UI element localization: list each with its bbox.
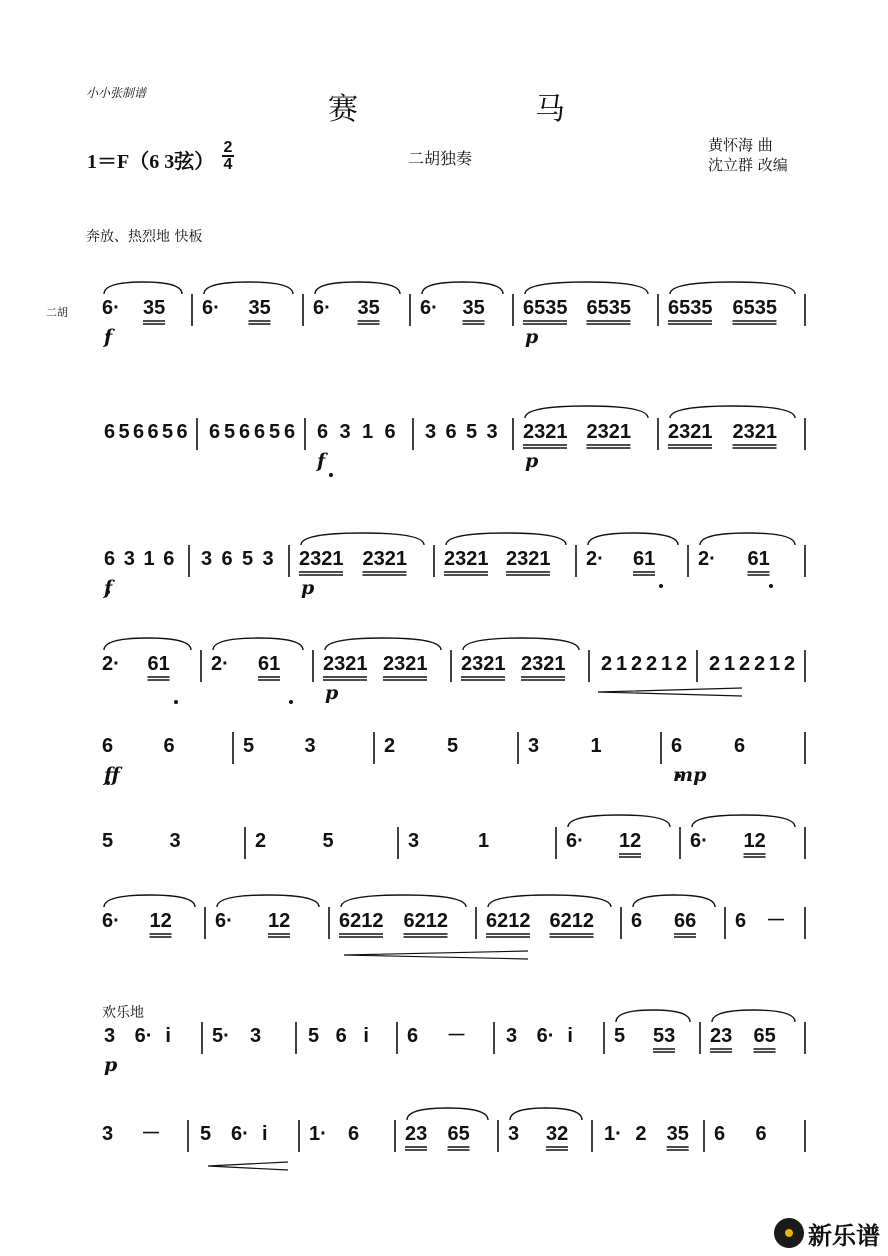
jianpu-note: 3 [102,1123,114,1145]
jianpu-note: 5 [447,735,459,757]
jianpu-note: 6 [163,548,175,570]
jianpu-note: 6 [384,421,396,443]
jianpu-note: 2321 [521,653,566,675]
jianpu-note: 6 [735,910,747,932]
jianpu-note: 6212 [339,910,384,932]
jianpu-note: 2321 [586,421,631,443]
record-disc-icon [774,1218,804,1248]
dynamic-marking: f [104,326,113,348]
slur-mark [700,533,795,545]
time-signature-lower: 4 [223,156,233,173]
jianpu-note: i [567,1025,573,1047]
jianpu-note: 6· [566,830,584,852]
dynamic-marking: f [317,450,326,472]
jianpu-note: 6535 [668,297,713,319]
jianpu-note: 5 [200,1123,212,1145]
credit-text: 小小张制谱 [86,86,147,100]
slur-mark [104,282,182,294]
octave-dot [289,700,293,704]
jianpu-note: 5 [118,421,130,443]
slur-mark [217,895,319,907]
slur-mark [213,638,303,650]
jianpu-note: 5 [269,421,281,443]
dynamic-marking: p [325,682,339,704]
jianpu-note: 6 [147,421,159,443]
jianpu-note: 2· [102,653,120,675]
jianpu-note: 6 [104,421,116,443]
jianpu-note: 2321 [383,653,428,675]
jianpu-note: 2· [698,548,716,570]
jianpu-note: 2 [784,653,796,675]
jianpu-note: 6 [239,421,251,443]
octave-dot [174,700,178,704]
jianpu-note: 23 [710,1025,733,1047]
jianpu-note: 3 [486,421,498,443]
jianpu-note: 3 [201,548,213,570]
jianpu-note: 2 [631,653,643,675]
jianpu-note: － [766,910,786,932]
composer: 黄怀海 曲 [708,136,773,154]
jianpu-note: 2 [384,735,396,757]
dynamic-marking: f [104,577,113,599]
jianpu-note: 6 [104,548,116,570]
jianpu-note: 5 [243,735,255,757]
jianpu-note: 6 [335,1025,347,1047]
slur-mark [670,406,795,418]
jianpu-note: 6· [102,910,120,932]
slur-mark [315,282,400,294]
jianpu-note: 6 [734,735,746,757]
octave-dot [659,584,663,588]
jianpu-note: 6· [420,297,438,319]
jianpu-note: 2 [739,653,751,675]
jianpu-note: 6 [445,421,457,443]
jianpu-note: 6· [690,830,708,852]
jianpu-note: 6 [348,1123,360,1145]
jianpu-note: 1 [590,735,602,757]
slur-mark [204,282,293,294]
jianpu-note: 2321 [444,548,489,570]
jianpu-note: 5 [162,421,174,443]
jianpu-note: 5 [242,548,254,570]
slur-mark [525,406,648,418]
slur-mark [692,815,795,827]
jianpu-note: 6535 [586,297,631,319]
jianpu-note: 61 [258,653,281,675]
jianpu-note: 3 [304,735,316,757]
jianpu-note: 6 [133,421,145,443]
arranger: 沈立群 改编 [708,156,788,174]
jianpu-note: 61 [747,548,770,570]
jianpu-note: 6 [755,1123,767,1145]
section-label: 欢乐地 [102,1005,144,1021]
jianpu-note: 3 [169,830,181,852]
jianpu-note: 35 [248,297,271,319]
jianpu-note: 3 [104,1025,116,1047]
jianpu-note: 6535 [523,297,568,319]
jianpu-note: 2 [676,653,688,675]
jianpu-note: 6· [102,297,120,319]
jianpu-note: 61 [147,653,170,675]
jianpu-note: 6212 [549,910,594,932]
slur-mark [670,282,795,294]
dynamic-marking: p [301,577,315,599]
jianpu-note: 3 [425,421,437,443]
jianpu-note: 12 [619,830,642,852]
jianpu-note: 6· [134,1025,153,1047]
jianpu-note: 2 [601,653,613,675]
jianpu-note: 6 [671,735,683,757]
jianpu-note: 3 [508,1123,520,1145]
jianpu-note: 2321 [506,548,551,570]
crescendo-hairpin [208,1162,288,1170]
jianpu-note: 1 [724,653,736,675]
jianpu-note: 5 [102,830,114,852]
title-char-1: 赛 [328,92,358,127]
slur-mark [588,533,678,545]
jianpu-note: 61 [633,548,656,570]
slur-mark [104,895,195,907]
jianpu-note: 65 [447,1123,470,1145]
jianpu-note: 53 [653,1025,676,1047]
jianpu-note: 2321 [323,653,368,675]
jianpu-note: 1 [362,421,374,443]
slur-mark [446,533,566,545]
jianpu-note: 3 [262,548,274,570]
jianpu-note: 6 [317,421,329,443]
dynamic-marking: mp [673,764,707,786]
jianpu-note: 1 [769,653,781,675]
jianpu-note: － [141,1123,161,1145]
jianpu-note: 5 [224,421,236,443]
tempo-marking: 奔放、热烈地 快板 [86,229,203,245]
slur-mark [568,815,670,827]
jianpu-note: 6 [176,421,188,443]
subtitle: 二胡独奏 [408,149,473,168]
logo-text: 新乐谱 [808,1221,880,1250]
jianpu-note: 6 [631,910,643,932]
jianpu-note: 3 [250,1025,262,1047]
jianpu-note: 6 [209,421,221,443]
jianpu-note: 35 [666,1123,689,1145]
key-signature: 1＝F（6 3弦） [87,151,215,173]
jianpu-note: 6 [102,735,114,757]
slur-mark [104,638,191,650]
dynamic-marking: ff [104,764,120,786]
jianpu-note: 2 [709,653,721,675]
jianpu-note: － [446,1025,467,1047]
jianpu-note: 66 [674,910,697,932]
jianpu-note: 6 [714,1123,726,1145]
jianpu-note: 35 [143,297,166,319]
jianpu-note: 32 [546,1123,569,1145]
octave-dot [769,584,773,588]
jianpu-note: 5 [614,1025,626,1047]
dynamic-marking: p [525,326,539,348]
jianpu-note: 3 [408,830,420,852]
jianpu-note: 1 [478,830,490,852]
jianpu-note: 2· [211,653,229,675]
slur-mark [407,1108,488,1120]
instrument-label: 二胡 [46,306,68,319]
crescendo-hairpin [598,688,742,696]
jianpu-note: 3 [528,735,540,757]
jianpu-note: 6· [536,1025,555,1047]
jianpu-note: 1· [309,1123,327,1145]
jianpu-note: 6535 [732,297,777,319]
dynamic-marking: p [525,450,539,472]
jianpu-note: 2321 [461,653,506,675]
jianpu-note: 3 [123,548,135,570]
jianpu-note: 2 [754,653,766,675]
jianpu-note: 6· [313,297,331,319]
jianpu-note: 5 [466,421,478,443]
jianpu-note: 6· [215,910,233,932]
slur-mark [633,895,715,907]
slur-mark [325,638,441,650]
jianpu-note: 2321 [668,421,713,443]
slur-mark [422,282,503,294]
slur-mark [616,1010,690,1022]
jianpu-note: 5· [212,1025,230,1047]
jianpu-note: 2321 [362,548,407,570]
jianpu-note: 6· [231,1123,249,1145]
jianpu-note: 5 [308,1025,320,1047]
slur-mark [510,1108,582,1120]
jianpu-note: 3 [339,421,351,443]
title-char-2: 马 [535,92,565,127]
jianpu-note: 2 [646,653,658,675]
jianpu-note: 1 [661,653,673,675]
jianpu-note: 5 [322,830,334,852]
jianpu-note: 1 [143,548,155,570]
slur-mark [301,533,424,545]
jianpu-note: 12 [149,910,172,932]
jianpu-note: i [363,1025,369,1047]
jianpu-note: 2321 [732,421,777,443]
jianpu-note: 2321 [299,548,344,570]
slur-mark [712,1010,795,1022]
jianpu-note: 1· [604,1123,622,1145]
jianpu-note: 35 [357,297,380,319]
dynamic-marking: p [104,1054,118,1076]
jianpu-note: 1 [616,653,628,675]
jianpu-note: 3 [506,1025,518,1047]
jianpu-note: 6 [284,421,296,443]
jianpu-note: 2321 [523,421,568,443]
jianpu-note: 6 [163,735,175,757]
jianpu-note: 2 [255,830,267,852]
slur-mark [341,895,466,907]
octave-dot [329,473,333,477]
jianpu-note: 6· [202,297,220,319]
slur-mark [488,895,611,907]
slur-mark [463,638,579,650]
jianpu-note: 35 [462,297,485,319]
jianpu-note: 6212 [403,910,448,932]
jianpu-note: 6 [221,548,233,570]
jianpu-note: 6 [407,1025,419,1047]
jianpu-note: 12 [268,910,291,932]
jianpu-note: 23 [405,1123,428,1145]
jianpu-note: 6 [254,421,266,443]
jianpu-note: 65 [753,1025,776,1047]
jianpu-note: 6212 [486,910,531,932]
site-logo [774,1216,880,1250]
jianpu-note: i [165,1025,171,1047]
jianpu-note: 2· [586,548,604,570]
jianpu-note: 12 [743,830,766,852]
crescendo-hairpin [344,951,528,959]
slur-mark [525,282,648,294]
jianpu-note: 2 [635,1123,647,1145]
jianpu-note: i [262,1123,268,1145]
time-signature-upper: 2 [223,139,233,156]
